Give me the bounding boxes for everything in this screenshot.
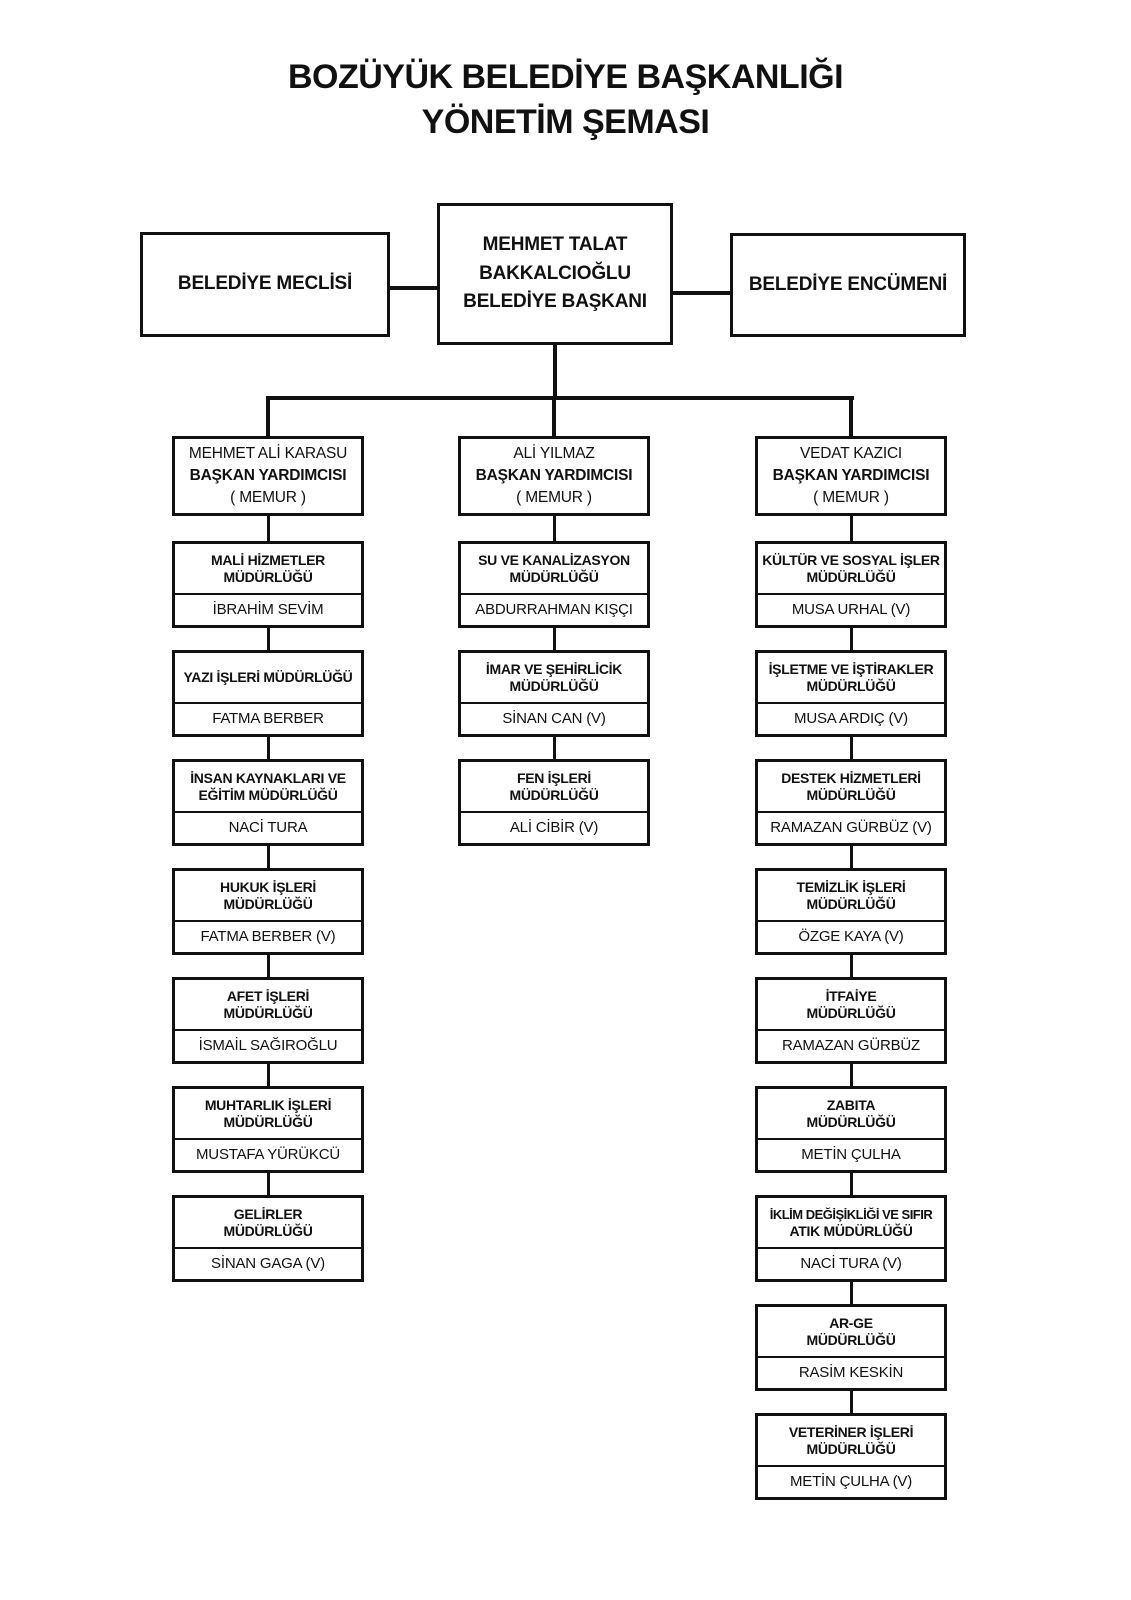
deputy-status: ( MEMUR ) bbox=[813, 489, 889, 506]
mayor-box bbox=[437, 203, 673, 345]
deputy-status: ( MEMUR ) bbox=[230, 489, 306, 506]
dept-title bbox=[758, 980, 944, 1031]
dept-title-line: ZABITA bbox=[826, 1096, 876, 1113]
dept-box bbox=[755, 650, 947, 737]
deputy-status: ( MEMUR ) bbox=[516, 489, 592, 506]
dept-manager: NACİ TURA (V) bbox=[800, 1255, 902, 1272]
connector-vertical bbox=[850, 1173, 853, 1195]
dept-title bbox=[175, 1089, 361, 1140]
dept-manager: SİNAN GAGA (V) bbox=[211, 1255, 325, 1272]
dept-box bbox=[755, 1195, 947, 1282]
deputy-title: BAŞKAN YARDIMCISI bbox=[475, 467, 633, 484]
deputy-box bbox=[755, 436, 947, 516]
connector-vertical bbox=[267, 514, 270, 541]
connector-vertical bbox=[267, 1064, 270, 1086]
dept-box bbox=[458, 541, 650, 628]
dept-title bbox=[758, 544, 944, 595]
connector-mayor-trunk bbox=[553, 345, 557, 399]
dept-title bbox=[758, 1198, 944, 1249]
dept-title-line: AFET İŞLERİ bbox=[226, 987, 310, 1004]
dept-box bbox=[172, 759, 364, 846]
dept-title bbox=[175, 871, 361, 922]
connector-council-mayor bbox=[390, 286, 437, 290]
council-box bbox=[140, 232, 390, 337]
connector-vertical bbox=[850, 1064, 853, 1086]
department-column bbox=[172, 514, 364, 1282]
dept-manager: FATMA BERBER (V) bbox=[200, 928, 336, 945]
dept-manager: SİNAN CAN (V) bbox=[502, 710, 606, 727]
committee-box bbox=[730, 233, 966, 337]
dept-title bbox=[175, 544, 361, 595]
dept-box bbox=[458, 650, 650, 737]
dept-title-line: AR-GE bbox=[829, 1314, 873, 1331]
dept-title-line: MÜDÜRLÜĞÜ bbox=[509, 786, 599, 803]
dept-manager: ALİ CİBİR (V) bbox=[509, 819, 599, 836]
connector-vertical bbox=[850, 514, 853, 541]
dept-manager: METİN ÇULHA (V) bbox=[789, 1473, 912, 1490]
dept-box bbox=[755, 1304, 947, 1391]
dept-title-line: MÜDÜRLÜĞÜ bbox=[806, 895, 896, 912]
dept-box bbox=[172, 977, 364, 1064]
dept-title bbox=[758, 1089, 944, 1140]
page-title-line1: BOZÜYÜK BELEDİYE BAŞKANLIĞI bbox=[287, 58, 844, 96]
dept-manager: ABDURRAHMAN KIŞÇI bbox=[475, 601, 633, 618]
dept-title-line: MÜDÜRLÜĞÜ bbox=[223, 895, 313, 912]
dept-manager: FATMA BERBER bbox=[212, 710, 324, 727]
deputy-box bbox=[458, 436, 650, 516]
dept-manager: METİN ÇULHA bbox=[801, 1146, 901, 1163]
dept-title bbox=[175, 1198, 361, 1249]
dept-box bbox=[172, 868, 364, 955]
connector-vertical bbox=[850, 846, 853, 868]
dept-title bbox=[758, 762, 944, 813]
dept-box bbox=[755, 759, 947, 846]
dept-title-line: TEMİZLİK İŞLERİ bbox=[796, 878, 906, 895]
dept-title-line: İKLİM DEĞİŞİKLİĞİ VE SIFIR bbox=[769, 1206, 933, 1222]
dept-box bbox=[755, 977, 947, 1064]
deputy-box bbox=[172, 436, 364, 516]
dept-title-line: KÜLTÜR VE SOSYAL İŞLER bbox=[762, 551, 940, 568]
dept-title-line: EĞİTİM MÜDÜRLÜĞÜ bbox=[198, 786, 338, 803]
connector-vertical bbox=[553, 514, 556, 541]
connector-vertical bbox=[850, 1391, 853, 1413]
department-column bbox=[755, 514, 947, 1500]
connector-vertical bbox=[267, 628, 270, 650]
deputy-name: ALİ YILMAZ bbox=[513, 445, 595, 462]
connector-mayor-committee bbox=[673, 291, 730, 295]
connector-drop-middle bbox=[552, 396, 556, 436]
dept-title-line: MÜDÜRLÜĞÜ bbox=[806, 1331, 896, 1348]
dept-title bbox=[758, 871, 944, 922]
dept-title-line: MÜDÜRLÜĞÜ bbox=[806, 786, 896, 803]
council-label: BELEDİYE MECLİSİ bbox=[177, 273, 353, 295]
dept-title-line: İMAR VE ŞEHİRLİCİK bbox=[485, 660, 623, 677]
dept-title-line: DESTEK HİZMETLERİ bbox=[781, 769, 921, 786]
dept-title-line: MÜDÜRLÜĞÜ bbox=[806, 1004, 896, 1021]
deputy-title: BAŞKAN YARDIMCISI bbox=[189, 467, 347, 484]
dept-title-line: ATIK MÜDÜRLÜĞÜ bbox=[789, 1222, 913, 1239]
dept-title-line: İNSAN KAYNAKLARI VE bbox=[190, 769, 346, 786]
connector-drop-left bbox=[266, 396, 270, 436]
dept-title-line: MALİ HİZMETLER bbox=[210, 551, 325, 568]
dept-title bbox=[175, 653, 361, 704]
dept-title-line: MÜDÜRLÜĞÜ bbox=[223, 568, 313, 585]
dept-title-line: MÜDÜRLÜĞÜ bbox=[509, 568, 599, 585]
dept-box bbox=[755, 541, 947, 628]
dept-title-line: HUKUK İŞLERİ bbox=[220, 878, 316, 895]
dept-title-line: GELİRLER bbox=[233, 1205, 303, 1222]
dept-manager: ÖZGE KAYA (V) bbox=[798, 928, 904, 945]
dept-manager: NACİ TURA bbox=[228, 819, 308, 836]
dept-title bbox=[461, 544, 647, 595]
dept-title bbox=[175, 980, 361, 1031]
connector-vertical bbox=[850, 737, 853, 759]
dept-title-line: MUHTARLIK İŞLERİ bbox=[204, 1096, 332, 1113]
dept-manager: RAMAZAN GÜRBÜZ bbox=[781, 1037, 921, 1054]
connector-vertical bbox=[267, 737, 270, 759]
dept-title-line: MÜDÜRLÜĞÜ bbox=[223, 1222, 313, 1239]
dept-title-line: MÜDÜRLÜĞÜ bbox=[509, 677, 599, 694]
connector-trunk-horizontal bbox=[266, 396, 854, 400]
dept-manager: MUSTAFA YÜRÜKCÜ bbox=[196, 1146, 340, 1163]
dept-title bbox=[758, 1416, 944, 1467]
dept-box bbox=[172, 1086, 364, 1173]
dept-box bbox=[755, 1413, 947, 1500]
dept-title-line: SU VE KANALİZASYON bbox=[478, 551, 630, 568]
dept-manager: MUSA URHAL (V) bbox=[791, 601, 911, 618]
dept-title-line: MÜDÜRLÜĞÜ bbox=[806, 568, 896, 585]
dept-box bbox=[755, 868, 947, 955]
connector-vertical bbox=[553, 737, 556, 759]
committee-label: BELEDİYE ENCÜMENİ bbox=[748, 273, 948, 295]
deputy-name: VEDAT KAZICI bbox=[799, 445, 903, 462]
dept-title-line: VETERİNER İŞLERİ bbox=[788, 1423, 914, 1440]
page-title bbox=[0, 55, 1131, 145]
dept-title-line: İŞLETME VE İŞTİRAKLER bbox=[768, 660, 934, 677]
dept-manager: RASİM KESKİN bbox=[798, 1364, 904, 1381]
dept-box bbox=[172, 650, 364, 737]
mayor-role: BELEDİYE BAŞKANI bbox=[463, 291, 647, 313]
connector-drop-right bbox=[849, 396, 853, 436]
connector-vertical bbox=[850, 628, 853, 650]
connector-vertical bbox=[267, 1173, 270, 1195]
dept-title-line: FEN İŞLERİ bbox=[516, 769, 591, 786]
department-column bbox=[458, 514, 650, 846]
dept-title bbox=[461, 653, 647, 704]
deputy-title: BAŞKAN YARDIMCISI bbox=[772, 467, 930, 484]
dept-title-line: MÜDÜRLÜĞÜ bbox=[223, 1113, 313, 1130]
mayor-name-line2: BAKKALCIOĞLU bbox=[479, 262, 631, 284]
dept-manager: İBRAHİM SEVİM bbox=[212, 601, 324, 618]
dept-box bbox=[172, 1195, 364, 1282]
connector-vertical bbox=[267, 955, 270, 977]
dept-box bbox=[755, 1086, 947, 1173]
dept-title-line: MÜDÜRLÜĞÜ bbox=[806, 1113, 896, 1130]
dept-manager: RAMAZAN GÜRBÜZ (V) bbox=[770, 819, 932, 836]
dept-title-line: MÜDÜRLÜĞÜ bbox=[806, 677, 896, 694]
dept-box bbox=[458, 759, 650, 846]
dept-manager: İSMAİL SAĞIROĞLU bbox=[198, 1037, 338, 1054]
dept-box bbox=[172, 541, 364, 628]
dept-title-line: YAZI İŞLERİ MÜDÜRLÜĞÜ bbox=[183, 669, 353, 685]
dept-title-line: MÜDÜRLÜĞÜ bbox=[806, 1440, 896, 1457]
connector-vertical bbox=[850, 955, 853, 977]
dept-manager: MUSA ARDIÇ (V) bbox=[794, 710, 908, 727]
connector-vertical bbox=[850, 1282, 853, 1304]
dept-title bbox=[758, 1307, 944, 1358]
dept-title bbox=[175, 762, 361, 813]
dept-title bbox=[758, 653, 944, 704]
deputy-name: MEHMET ALİ KARASU bbox=[188, 445, 348, 462]
page-title-line2: YÖNETİM ŞEMASI bbox=[421, 102, 710, 141]
mayor-name-line1: MEHMET TALAT bbox=[482, 234, 628, 256]
dept-title-line: MÜDÜRLÜĞÜ bbox=[223, 1004, 313, 1021]
dept-title bbox=[461, 762, 647, 813]
connector-vertical bbox=[553, 628, 556, 650]
dept-title-line: İTFAİYE bbox=[825, 987, 877, 1004]
connector-vertical bbox=[267, 846, 270, 868]
